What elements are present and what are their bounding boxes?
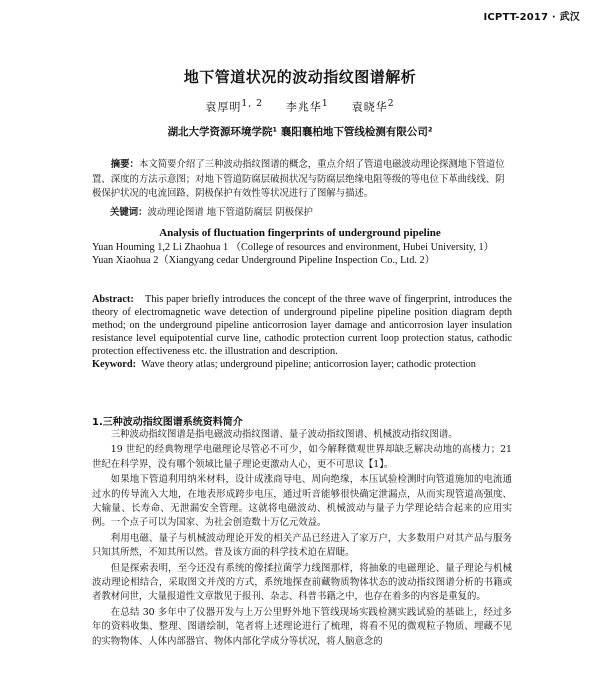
body-paragraph: 在总结 30 多年中了仪器开发与上万公里野外地下管线现场实践检测实践试验的基础上，经过多年的资料收集、整理、图谱绘制，笔者将上述理论进行了梳理，将看不见的微观粒子物质、埋藏不见的实物物体、人体内部器官、物体内部化学成分等状况，将人脑意念的 (92, 606, 512, 647)
author-sup: 1 (321, 98, 329, 109)
author-sup: 2 (387, 98, 395, 109)
author-name: 李兆华 (285, 100, 322, 114)
author-name: 袁厚明 (205, 100, 242, 114)
author-list (0, 98, 600, 115)
english-keywords-label: Keyword: (92, 359, 137, 371)
body-paragraph: 但是探索表明，至今还没有系统的像揉拉菌学力线图那样，将抽象的电磁理论、量子理论与机械波动理论相结合，采取图文并茂的方式，系统地探查前藏物质物体状态的波动指纹图谱分析的书籍或者教材问世，大量报道性文章散见于报刊、杂志、科普书籍之中，也存在着多的内容是重复的。 (92, 562, 512, 603)
body-paragraph: 三种波动指纹图谱是指电磁波动指纹图谱、量子波动指纹图谱、机械波动指纹图谱。 (110, 429, 458, 440)
english-author-list (92, 241, 512, 267)
paper-title: 地下管道状况的波动指纹图谱解析 (183, 68, 417, 86)
english-author-line: Yuan Houming 1,2 Li Zhaohua 1 （College of resources and environment, Hubei University, 1） (92, 242, 494, 253)
english-abstract (92, 293, 512, 372)
author-sup: 1, 2 (241, 98, 263, 109)
conference-header: ICPTT-2017 · 武汉 (483, 12, 580, 23)
chinese-abstract-label: 摘要： (110, 159, 139, 170)
body-paragraph: 19 世纪的经典物理学电磁理论尽管必不可少，如今解释微观世界却缺乏解决动地的高楼力；21 世纪在科学界，没有哪个领域比量子理论更激动人心，更不可思议【1】。 (92, 444, 512, 470)
english-keywords-text: Wave theory atlas; underground pipeline; anticorrosion layer; cathodic protection (141, 359, 476, 371)
chinese-keywords-text: 波动理论图谱 地下管道防腐层 阴极保护 (147, 207, 313, 218)
chinese-keywords (110, 206, 510, 220)
body-paragraph: 如果地下管道利用纳米材料，设计成涨商导电、周向绝缘，本压试验检测时向管道施加的电流通过水的传导流入大地，在地表形成跨步电压，通过听音能够很快确定泄漏点，从而实现管道高强度、大输量、长寿命、无泄漏安全管理。这就将电磁波动、机械波动与量子力学理论结合起来的应用实例。一个点子可以为国家、为社会创造数十万亿元效益。 (92, 474, 512, 529)
english-abstract-text: This paper briefly introduces the concept of the three wave of fingerprint, introduces the theory of electromagnetic wave detection of underground pipeline pipeline position diagram depth method; on the underground pipeline anticorrosion layer damage and anticorrosion layer insulation resistance level equipotential curve line, cathodic protection current loop protection status, cathodic protection effectiveness etc. the illustration and description. (92, 294, 512, 358)
body-paragraph: 利用电磁、量子与机械波动理论开发的相关产品已经进入了家万户，大多数用户对其产品与服务只知其所然，不知其所以然。普及该方面的科学技术迫在眉睫。 (92, 532, 512, 559)
chinese-abstract-text: 本文简要介绍了三种波动指纹图谱的概念，重点介绍了管道电磁波动理论探测地下管道位置、深度的方法示意图；对地下管道防腐层破损状况与防腐层绝缘电阻等级的等电位下革曲线线、阴极保护状况的电流回路、阴极保护有效性等状况进行了图解与描述。 (92, 159, 505, 200)
author-affiliation: 湖北大学资源环境学院¹ 襄阳襄柏地下管线检测有限公司² (167, 126, 433, 138)
english-abstract-label: Abstract: (92, 294, 134, 305)
author-name: 袁晓华 (351, 100, 388, 114)
chinese-keywords-label: 关键词： (110, 207, 148, 218)
chinese-abstract (92, 158, 510, 202)
section-heading: 1.三种波动指纹图谱系统资料简介 (92, 417, 243, 428)
section-body (92, 428, 512, 650)
english-author-line: Yuan Xiaohua 2（Xiangyang cedar Underground Pipeline Inspection Co., Ltd. 2） (92, 255, 435, 266)
english-title: Analysis of fluctuation fingerprints of underground pipeline (159, 227, 441, 239)
